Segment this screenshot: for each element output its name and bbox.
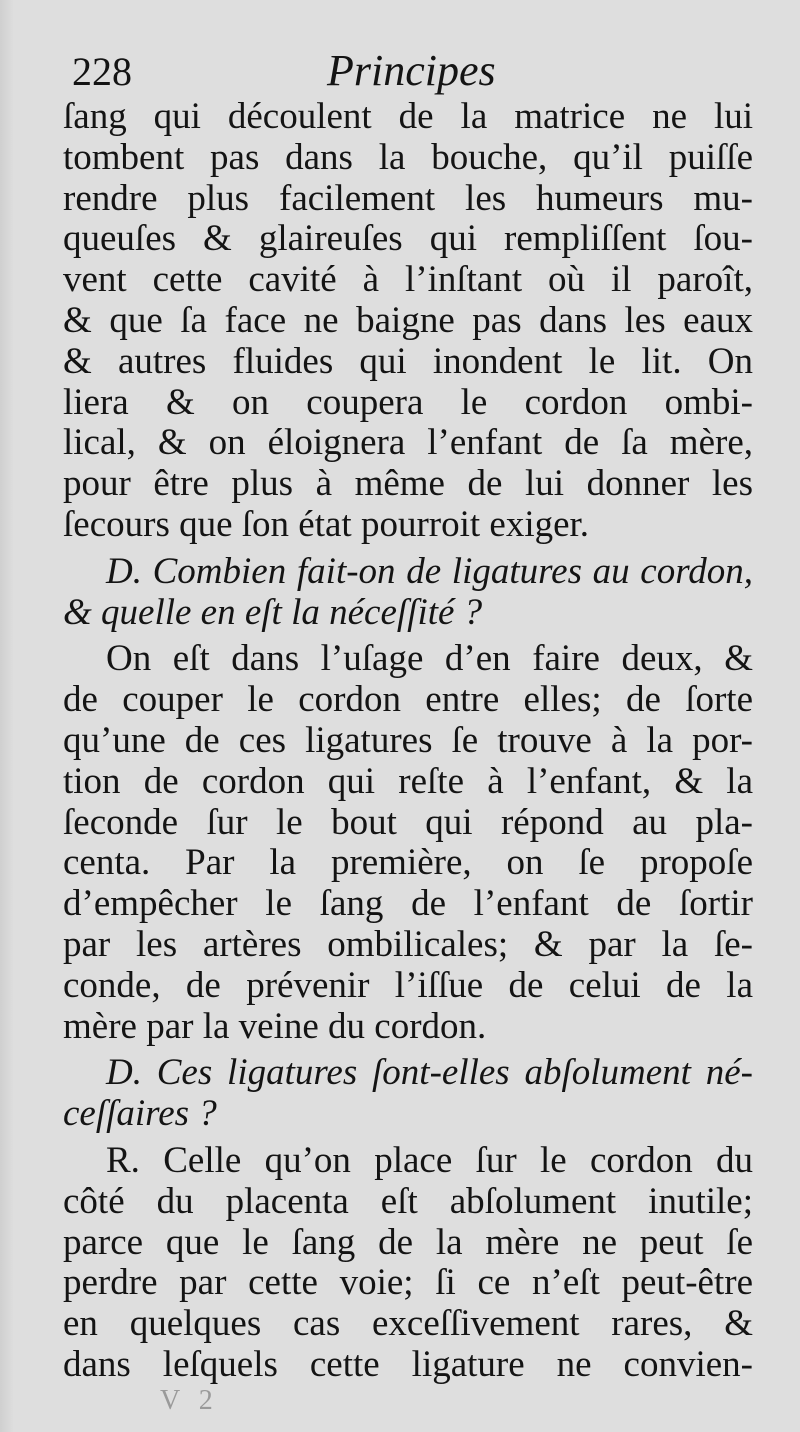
- page-header: [72, 44, 742, 100]
- text-line: de couper le cordon entre elles; de ſorte: [63, 679, 753, 721]
- paragraph-continuation: [63, 97, 753, 546]
- question-line: ceſſaires ?: [63, 1093, 217, 1135]
- question-necessity: [63, 1053, 753, 1135]
- text-line: pour être plus à même de lui donner les: [63, 463, 753, 505]
- text-line: mère par la veine du cordon.: [63, 1005, 487, 1047]
- text-line: vent cette cavité à l’inſtant où il paroît,: [63, 259, 753, 301]
- text-line: R. Celle qu’on place ſur le cordon du: [106, 1139, 753, 1181]
- text-line: en quelques cas exceſſivement rares, &: [63, 1303, 753, 1345]
- text-line: ſecours que ſon état pourroit exiger.: [63, 503, 590, 545]
- text-line: tion de cordon qui reſte à l’enfant, & la: [63, 760, 753, 802]
- text-line: & autres fluides qui inondent le lit. On: [63, 340, 753, 382]
- text-line: liera & on coupera le cordon ombi-: [63, 381, 753, 423]
- text-line: dans leſquels cette ligature ne convien-: [63, 1343, 753, 1385]
- text-line: conde, de prévenir l’iſſue de celui de la: [63, 964, 753, 1006]
- text-line: côté du placenta eſt abſolument inutile;: [63, 1180, 753, 1222]
- question-line: D. Ces ligatures ſont-elles abſolument né-: [106, 1052, 753, 1094]
- answer-ligatures: [63, 639, 753, 1047]
- text-line: parce que le ſang de la mère ne peut ſe: [63, 1221, 753, 1263]
- text-body: [63, 97, 753, 1386]
- question-ligatures: [63, 552, 753, 634]
- text-line: On eſt dans l’uſage d’en faire deux, &: [106, 638, 753, 680]
- running-head: Principes: [327, 46, 496, 95]
- text-line: qu’une de ces ligatures ſe trouve à la por-: [63, 719, 753, 761]
- text-line: queuſes & glaireuſes qui rempliſſent ſou-: [63, 218, 753, 260]
- text-line: perdre par cette voie; ſi ce n’eſt peut-être: [63, 1262, 753, 1304]
- page-gutter-shadow: [0, 0, 14, 1432]
- question-line: & quelle en eſt la néceſſité ?: [63, 591, 483, 633]
- text-line: lical, & on éloignera l’enfant de ſa mère,: [63, 422, 753, 464]
- text-line: ſang qui découlent de la matrice ne lui: [63, 96, 753, 137]
- text-line: tombent pas dans la bouche, qu’il puiſſe: [63, 136, 753, 178]
- answer-necessity: [63, 1141, 753, 1386]
- text-line: centa. Par la première, on ſe propoſe: [63, 842, 753, 884]
- text-line: rendre plus facilement les humeurs mu-: [63, 177, 753, 219]
- text-line: & que ſa face ne baigne pas dans les eaux: [63, 299, 753, 341]
- text-line: par les artères ombilicales; & par la ſe-: [63, 923, 753, 965]
- signature-mark: V 2: [160, 1385, 219, 1416]
- text-line: ſeconde ſur le bout qui répond au pla-: [63, 801, 753, 843]
- page-number: 228: [72, 49, 132, 94]
- question-line: D. Combien fait-on de ligatures au cordon,: [106, 550, 753, 592]
- text-line: d’empêcher le ſang de l’enfant de ſortir: [63, 883, 753, 925]
